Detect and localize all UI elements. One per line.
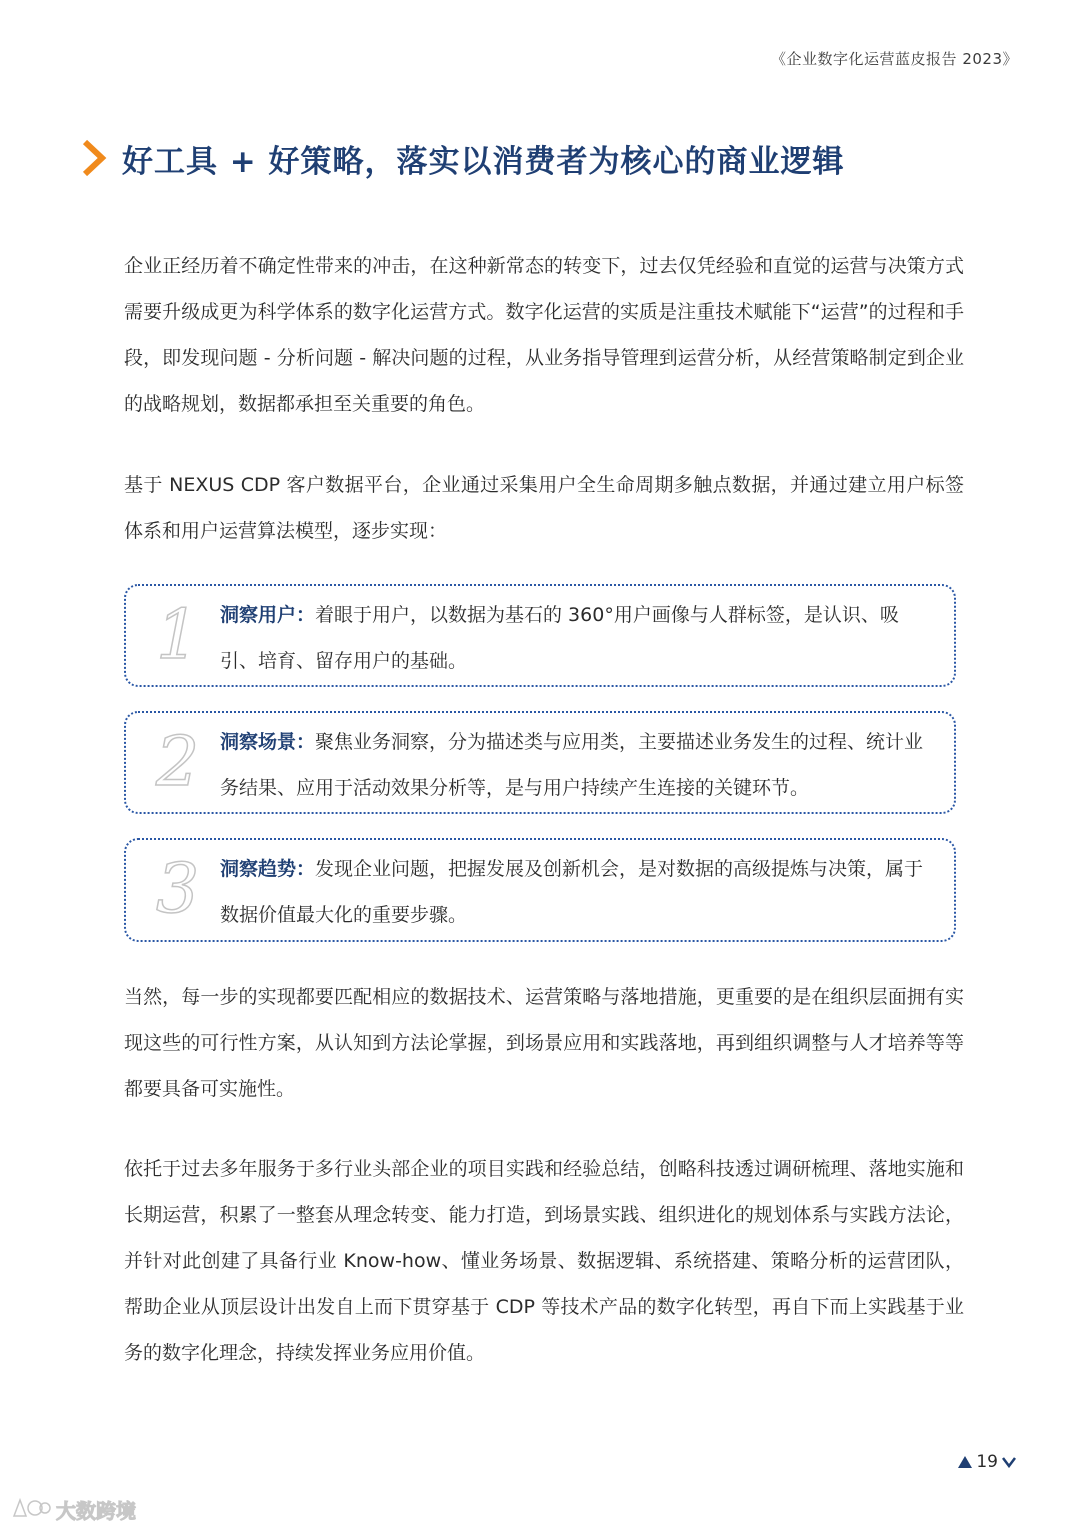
step-card-1: [124, 584, 956, 687]
step-text: 聚焦业务洞察，分为描述类与应用类，主要描述业务发生的过程、统计业务结果、应用于活动效果分析等，是与用户持续产生连接的关键环节。: [220, 731, 924, 799]
chevron-right-icon: [80, 138, 108, 178]
triangle-up-icon[interactable]: [958, 1456, 972, 1468]
page-number: 19: [976, 1452, 998, 1472]
chevron-down-icon[interactable]: [1002, 1456, 1016, 1468]
step-label: 洞察用户：: [220, 604, 316, 626]
step-card-3: [124, 838, 956, 942]
implementation-paragraph: 当然，每一步的实现都要匹配相应的数据技术、运营策略与落地措施，更重要的是在组织层面拥有实现这些的可行性方案，从认知到方法论掌握，到场景应用和实践落地，再到组织调整与人才培养等等都要具备可实施性。: [124, 986, 964, 1100]
page-footer: [958, 1452, 1016, 1472]
nexus-paragraph: 基于 NEXUS CDP 客户数据平台，企业通过采集用户全生命周期多触点数据，并通过建立用户标签体系和用户运营算法模型，逐步实现：: [124, 474, 964, 542]
step-label: 洞察趋势：: [220, 858, 316, 880]
step-text: 发现企业问题，把握发展及创新机会，是对数据的高级提炼与决策，属于数据价值最大化的重要步骤。: [220, 858, 924, 926]
step-number: 1: [156, 596, 200, 675]
step-description: [220, 719, 936, 811]
step-label: 洞察场景：: [220, 731, 316, 753]
step-text: 着眼于用户，以数据为基石的 360°用户画像与人群标签，是认识、吸引、培育、留存用户的基础。: [220, 604, 899, 672]
watermark-text: 大数跨境: [56, 1498, 136, 1523]
watermark: [10, 1494, 136, 1524]
running-header: 《企业数字化运营蓝皮报告 2023》: [771, 50, 1018, 68]
methodology-paragraph: 依托于过去多年服务于多行业头部企业的项目实践和经验总结，创略科技透过调研梳理、落地实施和长期运营，积累了一整套从理念转变、能力打造，到场景实践、组织进化的规划体系与实践方法论，并针对此创建了具备行业 Know-how、懂业务场景、数据逻辑、系统搭建、策略分析的运营团队，帮助企业从顶层设计出发自上而下贯穿基于 CDP 等技术产品的数字化转型，再自下而上实践基于业务的数字化理念，持续发挥业务应用价值。: [124, 1158, 964, 1364]
step-description: [220, 846, 936, 938]
watermark-logo-icon: [10, 1494, 52, 1524]
step-number: 3: [156, 850, 200, 929]
step-number: 2: [156, 723, 200, 802]
intro-paragraph: 企业正经历着不确定性带来的冲击，在这种新常态的转变下，过去仅凭经验和直觉的运营与决策方式需要升级成更为科学体系的数字化运营方式。数字化运营的实质是注重技术赋能下“运营”的过程和手段，即发现问题 - 分析问题 - 解决问题的过程，从业务指导管理到运营分析，从经营策略制定到企业的战略规划，数据都承担至关重要的角色。: [124, 255, 964, 415]
section-title: 好工具 + 好策略，落实以消费者为核心的商业逻辑: [122, 143, 845, 180]
section-heading: [80, 134, 845, 182]
step-description: [220, 592, 936, 684]
step-card-2: [124, 711, 956, 814]
